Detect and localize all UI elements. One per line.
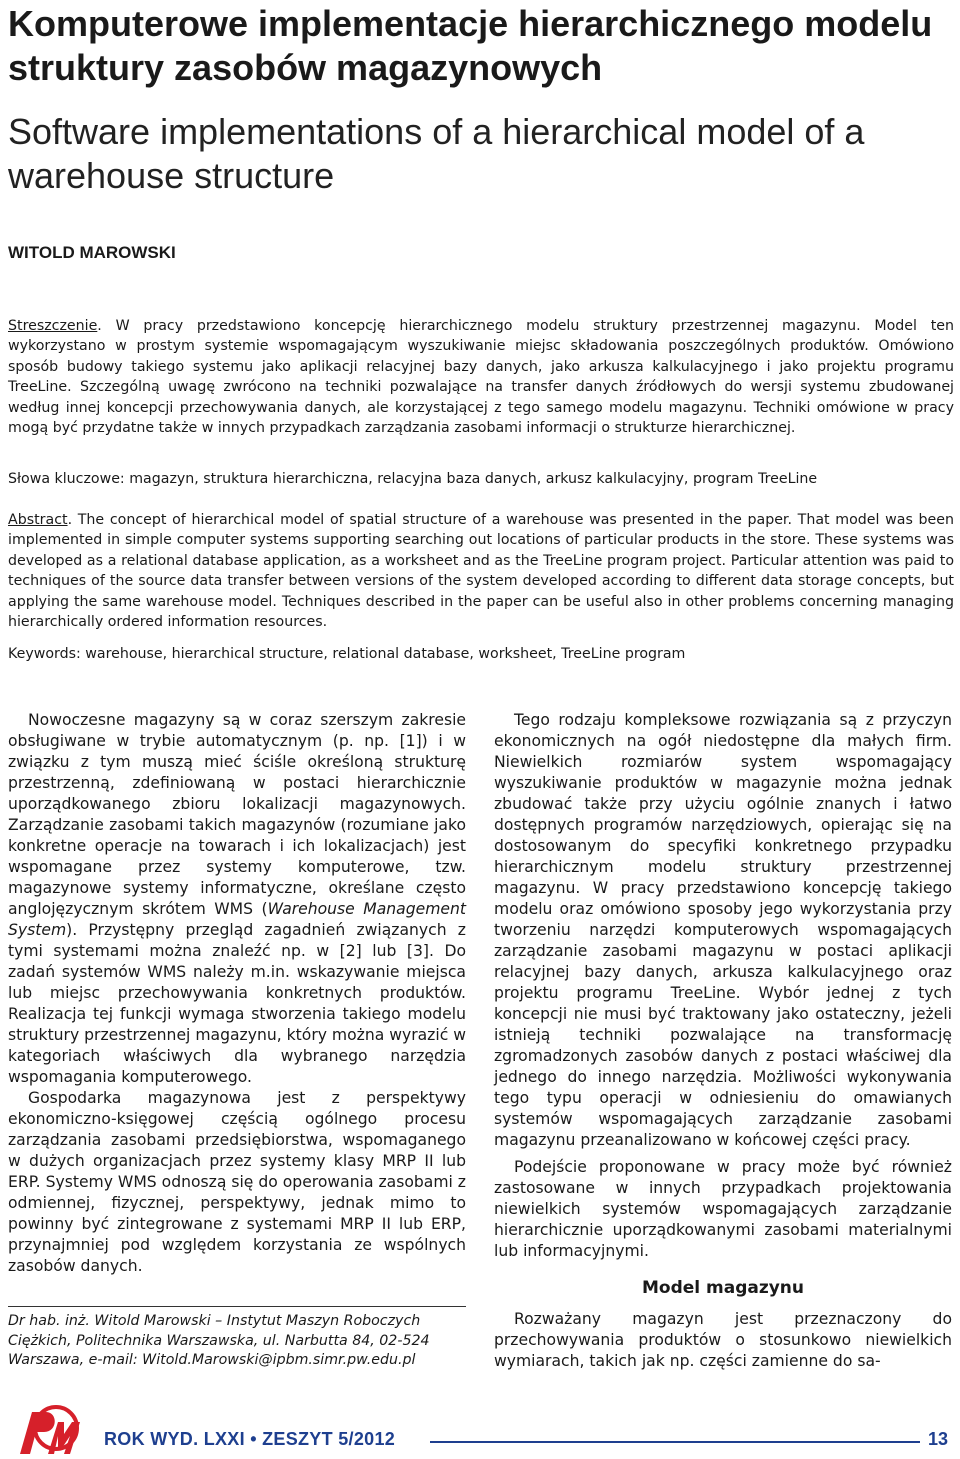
keywords-polish: Słowa kluczowe: magazyn, struktura hierarchiczna, relacyjna baza danych, arkusz kalkulacyjny, program TreeLine [8, 471, 818, 487]
author-footnote: Dr hab. inż. Witold Marowski – Instytut Maszyn Roboczych Ciężkich, Politechnika Warszawska, ul. Narbutta 84, 02-524 Warszawa, e-mail: Witold.Marowski@ipbm.simr.pw.edu.pl [8, 1313, 430, 1368]
abstract-polish-text: . W pracy przedstawiono koncepcję hierarchicznego modelu struktury przestrzennej magazynu. Model ten wykorzystano w prostym systemie wspomagającym wyszukiwanie miejsc składowania poszczególnych produktów. Omówiono sposób budowy takiego systemu jako aplikacji relacyjnej bazy danych, jako arkusza kalkulacyjnego i jako projektu programu TreeLine. Szczególną uwagę zwrócono na techniki pozwalające na transfer danych źródłowych do wersji systemu zbudowanej według innej koncepcji przechowywania danych, ale korzystającej z tego samego modelu magazynu. Techniki omówione w pracy mogą być przydatne także w innych przypadkach zarządzania zasobami informacji o strukturze hierarchicznej. [8, 318, 954, 437]
section-heading: Model magazynu [641, 1278, 805, 1298]
body-paragraph: Gospodarka magazynowa jest z perspektywy ekonomiczno-księgowej częścią ogólnego procesu zarządzania zasobami przedsiębiorstwa, wspomaganego w dużych organizacjach przez systemy klasy MRP II lub ERP. Systemy WMS odnoszą się do operowania zasobami z odmiennej, fizycznej, perspektywy, jednak mimo to powinny być zintegrowane z systemami MRP II lub ERP, przynajmniej pod względem korzystania ze wspólnych zasobów danych. [8, 1089, 466, 1275]
body-paragraph: Rozważany magazyn jest przeznaczony do przechowywania produktów o stosunkowo niewielkich wymiarach, takich jak np. części zamienne do sa- [494, 1310, 952, 1370]
abstract-english-text: . The concept of hierarchical model of spatial structure of a warehouse was presented in the paper. That model was been implemented in simple computer systems supporting searching out locations of particular products in the store. These systems was developed as a relational database application, as a worksheet and as the TreeLine program project. Particular attention was paid to techniques of the source data transfer between versions of the system developed according to different data storage concepts, but applying the same warehouse model. Techniques described in the paper can be useful also in other problems concerning managing hierarchically ordered information resources. [8, 512, 954, 631]
title-polish: Komputerowe implementacje hierarchicznego modelu struktury zasobów magazynowych [8, 3, 933, 88]
body-column-left [8, 710, 466, 1277]
body-paragraph: Podejście proponowane w pracy może być również zastosowane w innych przypadkach projektowania niewielkich systemów wspomagających zarządzanie hierarchicznie uporządkowanymi zasobami materialnymi lub informacyjnymi. [494, 1158, 952, 1260]
abstract-polish [8, 316, 954, 438]
journal-volume-issue: ROK WYD. LXXI • ZESZYT 5/2012 [104, 1429, 396, 1449]
page-number: 13 [928, 1429, 949, 1449]
body-text-italic: Warehouse Management System [8, 900, 466, 939]
body-column-right [494, 710, 952, 1372]
body-paragraph [8, 710, 466, 1088]
body-paragraph: Tego rodzaju kompleksowe rozwiązania są z przyczyn ekonomicznych na ogół niedostępne dla małych firm. Niewielkich rozmiarów system wspomagający wyszukiwanie produktów w magazynie można jednak zbudować także przy użyciu ogólnie znanych i łatwo dostępnych programów narzędziowych, opierając się na dostosowanym do specyfiki konkretnego przypadku hierarchicznym modelu struktury przestrzennej magazynu. W pracy przedstawiono koncepcję takiego modelu oraz omówiono sposoby jego wykorzystania przy tworzeniu narzędzi komputerowych wspomagających zarządzanie zasobami magazynu w postaci aplikacji relacyjnej bazy danych, arkusza kalkulacyjnego oraz projektu programu TreeLine. Wybór jednej z tych koncepcji nie musi być traktowany jako ostateczny, jeżeli istnieją techniki pozwalające na transformację zgromadzonych zasobów danych z postaci właściwej dla jednego do innego narzędzia. Możliwości wykonywania tego typu operacji w odniesieniu do omawianych systemów wspomagających zarządzanie zasobami magazynu przeanalizowano w końcowej części pracy. [494, 711, 952, 1149]
keywords-english: Keywords: warehouse, hierarchical structure, relational database, worksheet, TreeLine program [8, 646, 686, 662]
title-english: Software implementations of a hierarchical model of a warehouse structure [8, 111, 865, 196]
footer-divider [430, 1441, 920, 1443]
journal-pm-logo-icon [6, 1404, 94, 1456]
body-text: ). Przystępny przegląd zagadnień związanych z tymi systemami można znaleźć np. w [2] lub [3]. Do zadań systemów WMS należy m.in. wskazywanie miejsca lub miejsc przechowywania konkretnych produktów. Realizacja tej funkcji wymaga stworzenia takiego modelu struktury przestrzennej magazynu, który można wyrazić w kategoriach właściwych dla wybranego narzędzia wspomagania komputerowego. [8, 921, 466, 1086]
footnote-divider [8, 1306, 466, 1307]
author-name: WITOLD MAROWSKI [8, 243, 176, 262]
abstract-english-label: Abstract [8, 512, 68, 528]
body-text: Nowoczesne magazyny są w coraz szerszym zakresie obsługiwane w trybie automatycznym (p. np. [1]) i w związku z tym muszą mieć ściśle określoną strukturę przestrzenną, zdefiniowaną w postaci hierarchicznie uporządkowanego zbioru lokalizacji magazynowych. Zarządzanie zasobami takich magazynów (rozumiane jako konkretne operacje na towarach i ich lokalizacjach) jest wspomagane przez systemy komputerowe, tzw. magazynowe systemy informatyczne, określane często anglojęzycznym skrótem WMS ( [8, 711, 466, 918]
abstract-polish-label: Streszczenie [8, 318, 98, 334]
abstract-english [8, 510, 954, 632]
